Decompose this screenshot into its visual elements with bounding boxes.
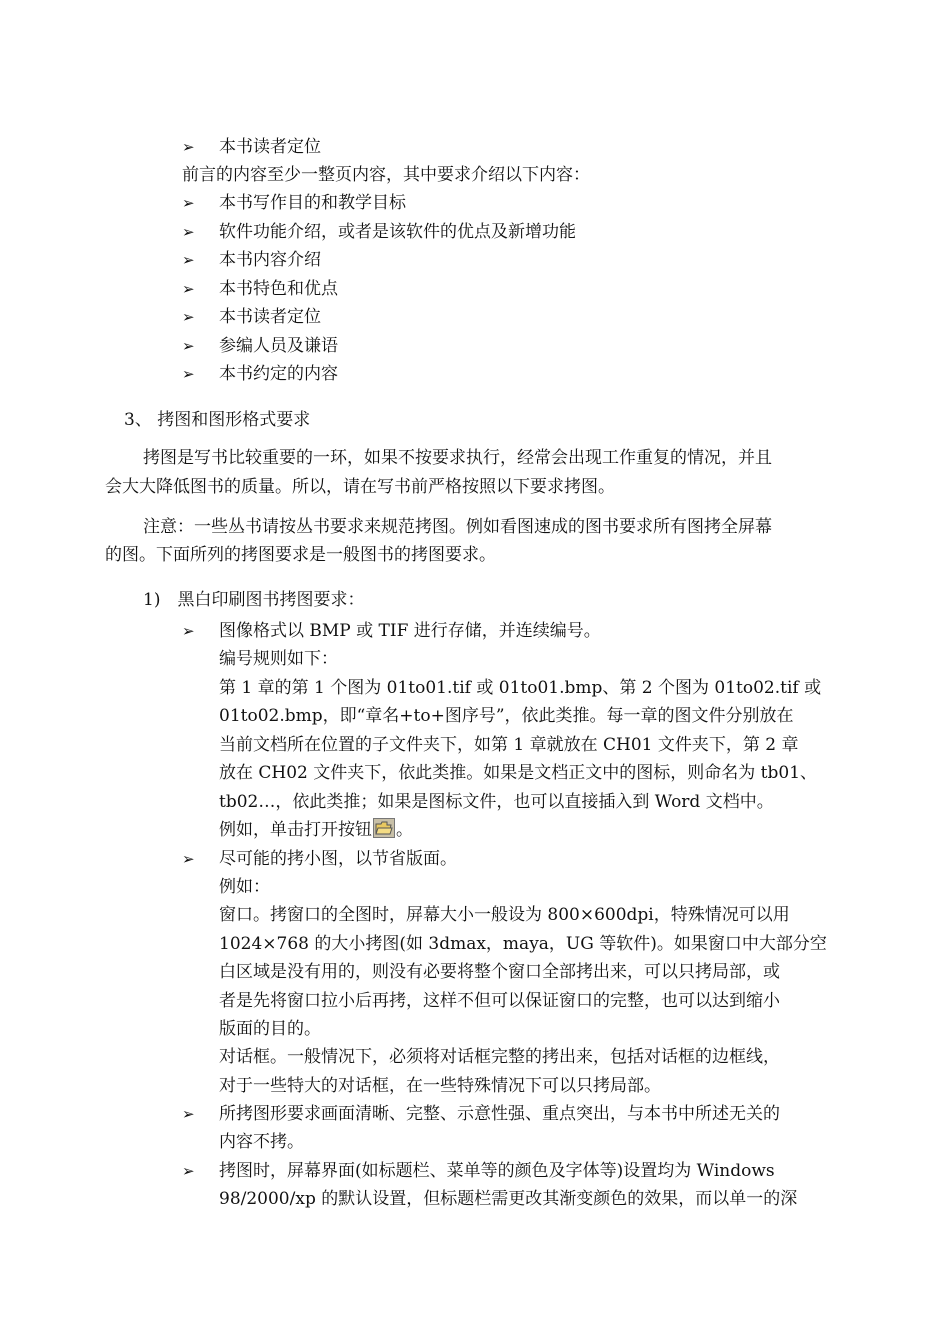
bullet-icon <box>182 1157 196 1185</box>
bullet-icon <box>182 133 196 161</box>
list-item: 本书读者定位 <box>219 307 321 327</box>
list-item: 本书约定的内容 <box>219 364 338 384</box>
list-item: 参编人员及谦语 <box>219 336 338 356</box>
open-folder-icon <box>373 818 395 838</box>
rule-label: 编号规则如下： <box>219 649 338 669</box>
bullet-icon <box>182 189 196 217</box>
paragraph-line: 1024×768 的大小拷图(如 3dmax，maya，UG 等软件)。如果窗口中大部分空 <box>219 934 827 954</box>
paragraph-line: 第 1 章的第 1 个图为 01to01.tif 或 01to01.bmp、第 2 个图为 01to02.tif 或 <box>219 678 822 698</box>
bullet-icon <box>182 218 196 246</box>
paragraph-line: 内容不拷。 <box>219 1132 304 1152</box>
paragraph-line: 版面的目的。 <box>219 1019 321 1039</box>
bullet-icon <box>182 845 196 873</box>
list-item-title: 尽可能的拷小图，以节省版面。 <box>219 849 457 869</box>
bullet-icon <box>182 246 196 274</box>
list-item: 本书读者定位 <box>219 137 321 157</box>
bullet-icon <box>182 275 196 303</box>
example-line <box>219 816 413 844</box>
bullet-icon <box>182 303 196 331</box>
paragraph-line: 者是先将窗口拉小后再拷，这样不但可以保证窗口的完整，也可以达到缩小 <box>219 991 780 1011</box>
list-item: 软件功能介绍，或者是该软件的优点及新增功能 <box>219 222 576 242</box>
paragraph-line: 白区域是没有用的，则没有必要将整个窗口全部拷出来，可以只拷局部，或 <box>219 962 780 982</box>
paragraph-line: 01to02.bmp，即“章名+to+图序号”，依此类推。每一章的图文件分别放在 <box>219 706 794 726</box>
paragraph-line: 所拷图形要求画面清晰、完整、示意性强、重点突出，与本书中所述无关的 <box>219 1104 780 1124</box>
list-item: 本书写作目的和教学目标 <box>219 193 406 213</box>
bullet-icon <box>182 360 196 388</box>
example-suffix: 。 <box>396 820 413 840</box>
paragraph-line: 98/2000/xp 的默认设置，但标题栏需更改其渐变颜色的效果，而以单一的深 <box>219 1189 798 1209</box>
paragraph-line: 放在 CH02 文件夹下，依此类推。如果是文档正文中的图标，则命名为 tb01、 <box>219 763 818 783</box>
paragraph-line: 会大大降低图书的质量。所以，请在写书前严格按照以下要求拷图。 <box>105 477 615 497</box>
paragraph-line: 的图。下面所列的拷图要求是一般图书的拷图要求。 <box>105 545 496 565</box>
section-heading: 3、 拷图和图形格式要求 <box>124 410 311 430</box>
bullet-icon <box>182 332 196 360</box>
paragraph-line: 拷图时，屏幕界面(如标题栏、菜单等的颜色及字体等)设置均为 Windows <box>219 1161 775 1181</box>
list-item: 本书内容介绍 <box>219 250 321 270</box>
example-text: 例如，单击打开按钮 <box>219 820 372 840</box>
paragraph-line: tb02…，依此类推；如果是图标文件，也可以直接插入到 Word 文档中。 <box>219 792 774 812</box>
bullet-icon <box>182 1100 196 1128</box>
paragraph-line: 拷图是写书比较重要的一环，如果不按要求执行，经常会出现工作重复的情况，并且 <box>143 448 772 468</box>
example-label: 例如： <box>219 877 270 897</box>
paragraph-line: 当前文档所在位置的子文件夹下，如第 1 章就放在 CH01 文件夹下，第 2 章 <box>219 735 799 755</box>
list-item: 本书特色和优点 <box>219 279 338 299</box>
paragraph-line: 注意：一些丛书请按丛书要求来规范拷图。例如看图速成的图书要求所有图拷全屏幕 <box>143 517 772 537</box>
paragraph-line: 窗口。拷窗口的全图时，屏幕大小一般设为 800×600dpi，特殊情况可以用 <box>219 905 790 925</box>
paragraph-line: 对于一些特大的对话框，在一些特殊情况下可以只拷局部。 <box>219 1076 661 1096</box>
bullet-icon <box>182 617 196 645</box>
list-item-title: 图像格式以 BMP 或 TIF 进行存储，并连续编号。 <box>219 621 601 641</box>
paragraph: 前言的内容至少一整页内容，其中要求介绍以下内容： <box>182 165 590 185</box>
subsection-heading: 1) 黑白印刷图书拷图要求： <box>143 590 365 610</box>
paragraph-line: 对话框。一般情况下，必须将对话框完整的拷出来，包括对话框的边框线， <box>219 1047 780 1067</box>
